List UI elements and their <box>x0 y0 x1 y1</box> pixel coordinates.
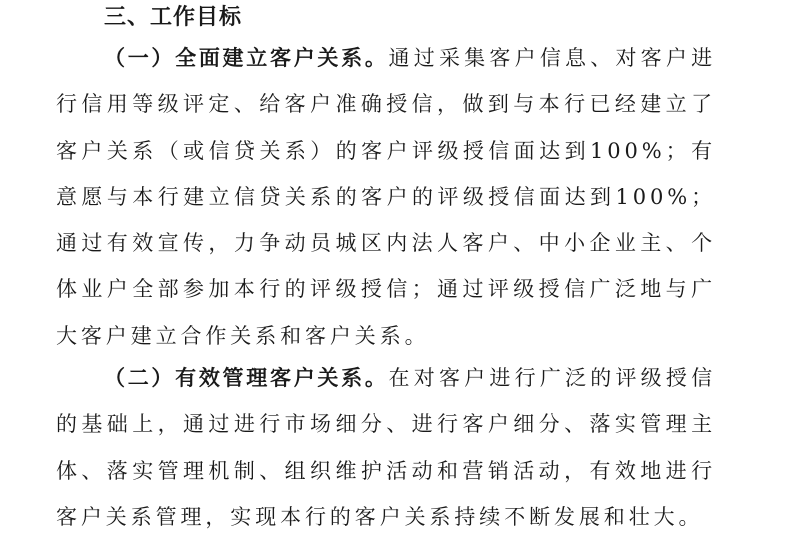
paragraph-body-text: 在对客户进行广泛的评级授信的基础上，通过进行市场细分、进行客户细分、落实管理主体、落实管理机制、组织维护活动和营销活动，有效地进行客户关系管理，实现本行的客户关系持续不断发展和壮大。 <box>56 366 716 529</box>
paragraph-lead-title: （一）全面建立客户关系。 <box>104 45 389 70</box>
paragraph-manage-relations <box>56 355 716 540</box>
paragraph-body-text: 通过采集客户信息、对客户进行信用等级评定、给客户准确授信，做到与本行已经建立了客户关系（或信贷关系）的客户评级授信面达到100%；有意愿与本行建立信贷关系的客户的评级授信面达到100%；通过有效宣传，力争动员城区内法人客户、中小企业主、个体业户全部参加本行的评级授信；通过评级授信广泛地与广大客户建立合作关系和客户关系。 <box>56 46 716 348</box>
section-heading: 三、工作目标 <box>104 4 243 30</box>
paragraph-establish-relations <box>56 35 716 359</box>
paragraph-lead-title: （二）有效管理客户关系。 <box>104 365 389 390</box>
